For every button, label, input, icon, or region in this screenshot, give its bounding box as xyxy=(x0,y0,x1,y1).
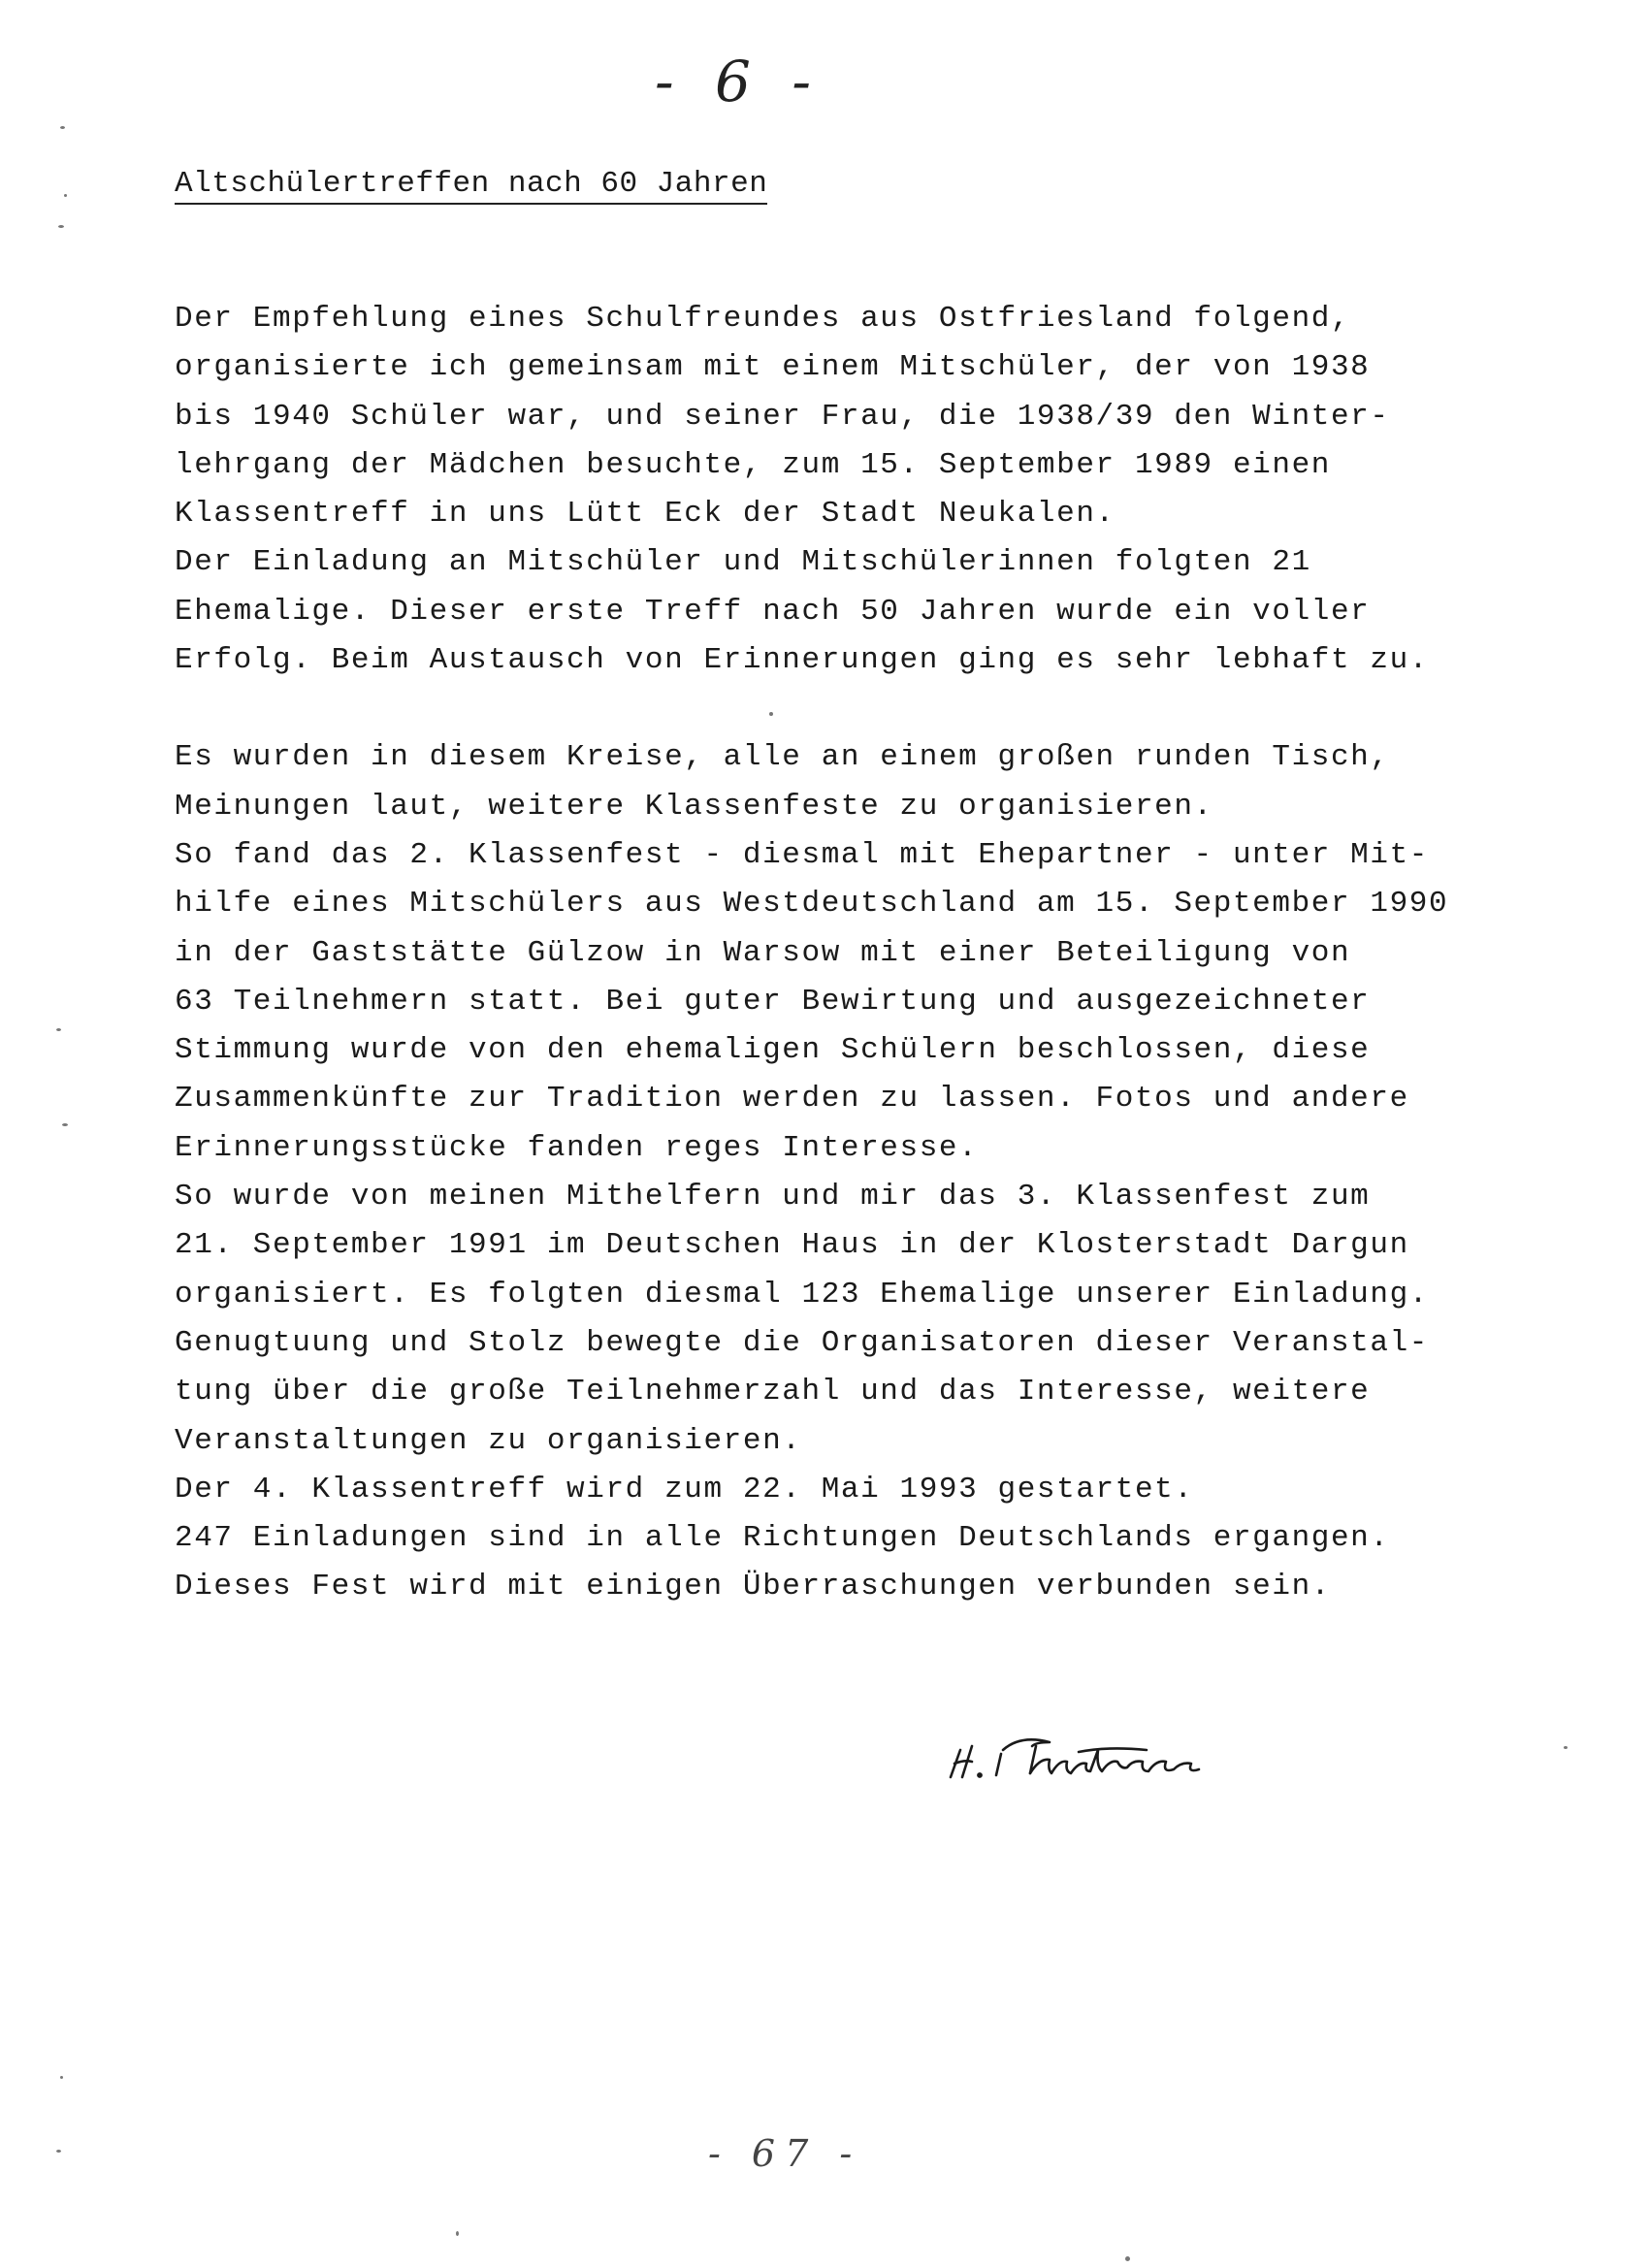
scan-speck xyxy=(769,712,773,716)
text-line: 21. September 1991 im Deutschen Haus in der Klosterstadt Dargun xyxy=(175,1228,1409,1263)
text-line: Meinungen laut, weitere Klassenfeste zu organisieren. xyxy=(175,789,1213,824)
text-line: in der Gaststätte Gülzow in Warsow mit einer Beteiligung von xyxy=(175,935,1351,970)
paragraph-2 xyxy=(175,733,1455,1611)
text-line: Ehemalige. Dieser erste Treff nach 50 Jahren wurde ein voller xyxy=(175,594,1371,629)
page-number-bottom: - 67 - xyxy=(708,2132,862,2175)
text-line: Veranstaltungen zu organisieren. xyxy=(175,1423,802,1458)
scan-speck xyxy=(62,1123,68,1126)
text-line: So wurde von meinen Mithelfern und mir das 3. Klassenfest zum xyxy=(175,1180,1371,1215)
document-body xyxy=(175,295,1455,1612)
text-line: organisierte ich gemeinsam mit einem Mitschüler, der von 1938 xyxy=(175,350,1371,385)
document-title: Altschülertreffen nach 60 Jahren xyxy=(175,167,767,205)
text-line: lehrgang der Mädchen besuchte, zum 15. September 1989 einen xyxy=(175,447,1331,482)
text-line: 247 Einladungen sind in alle Richtungen Deutschlands ergangen. xyxy=(175,1521,1390,1556)
handwritten-signature xyxy=(943,1717,1234,1795)
text-line: Erfolg. Beim Austausch von Erinnerungen ging es sehr lebhaft zu. xyxy=(175,643,1429,678)
text-line: Der Einladung an Mitschüler und Mitschülerinnen folgten 21 xyxy=(175,545,1311,580)
paragraph-1 xyxy=(175,295,1455,685)
page-number-top: - 6 - xyxy=(655,49,823,114)
text-line: bis 1940 Schüler war, und seiner Frau, die 1938/39 den Winter- xyxy=(175,399,1390,434)
text-line: Zusammenkünfte zur Tradition werden zu lassen. Fotos und andere xyxy=(175,1082,1409,1117)
text-line: hilfe eines Mitschülers aus Westdeutschland am 15. September 1990 xyxy=(175,887,1449,922)
paragraph-gap xyxy=(175,685,1455,733)
text-line: organisiert. Es folgten diesmal 123 Ehemalige unserer Einladung. xyxy=(175,1277,1429,1312)
text-line: Der 4. Klassentreff wird zum 22. Mai 1993 gestartet. xyxy=(175,1472,1194,1507)
scan-speck xyxy=(456,2231,459,2236)
text-line: So fand das 2. Klassenfest - diesmal mit Ehepartner - unter Mit- xyxy=(175,837,1429,872)
text-line: Es wurden in diesem Kreise, alle an einem großen runden Tisch, xyxy=(175,740,1390,775)
scan-speck xyxy=(58,225,64,228)
signature-drawing xyxy=(943,1717,1234,1795)
scan-speck xyxy=(60,2076,63,2079)
text-line: Genugtuung und Stolz bewegte die Organisatoren dieser Veranstal- xyxy=(175,1325,1429,1360)
text-line: 63 Teilnehmern statt. Bei guter Bewirtung und ausgezeichneter xyxy=(175,984,1371,1019)
text-line: Klassentreff in uns Lütt Eck der Stadt Neukalen. xyxy=(175,497,1116,532)
scan-speck xyxy=(1564,1746,1568,1749)
text-line: Stimmung wurde von den ehemaligen Schülern beschlossen, diese xyxy=(175,1033,1371,1068)
scan-speck xyxy=(64,194,67,197)
text-line: tung über die große Teilnehmerzahl und das Interesse, weitere xyxy=(175,1375,1371,1409)
scan-speck xyxy=(1125,2256,1130,2261)
text-line: Der Empfehlung eines Schulfreundes aus Ostfriesland folgend, xyxy=(175,302,1351,336)
scan-speck xyxy=(56,1028,61,1031)
text-line: Dieses Fest wird mit einigen Überraschungen verbunden sein. xyxy=(175,1570,1331,1604)
text-line: Erinnerungsstücke fanden reges Interesse. xyxy=(175,1130,979,1165)
scan-speck xyxy=(56,2150,61,2153)
scan-speck xyxy=(60,126,65,129)
